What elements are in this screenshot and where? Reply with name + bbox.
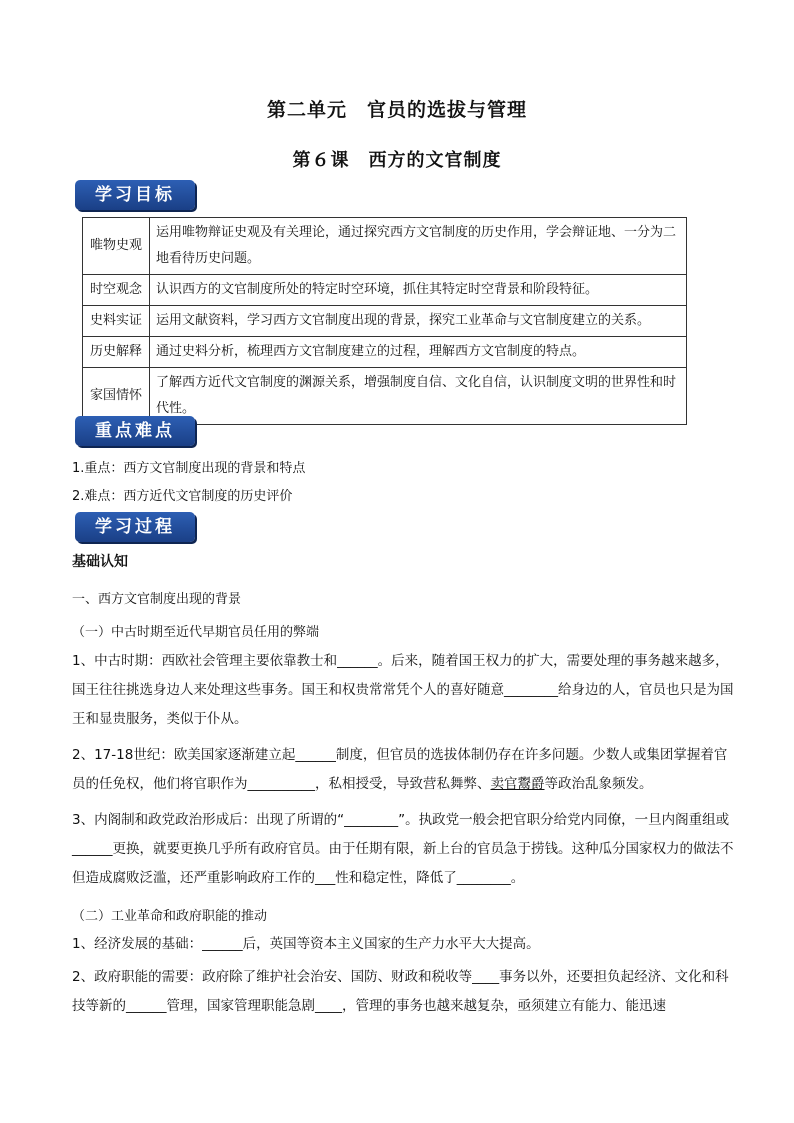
goal-text: 认识西方的文官制度所处的特定时空环境，抓住其特定时空背景和阶段特征。 [150, 275, 687, 306]
table-row [83, 218, 687, 275]
fill-blank[interactable]: ______ [202, 936, 243, 952]
fill-blank[interactable]: ____ [315, 998, 342, 1014]
goal-key: 历史解释 [83, 337, 150, 368]
fill-blank[interactable]: ______ [295, 747, 336, 763]
learning-goals-banner: 学习目标 [75, 180, 195, 210]
goal-text: 了解西方近代文官制度的渊源关系，增强制度自信、文化自信，认识制度文明的世界性和时代性。 [150, 368, 687, 425]
underlined-term: 卖官鬻爵 [490, 776, 545, 792]
paragraph-1: 1、中古时期：西欧社会管理主要依靠教士和______。后来，随着国王权力的扩大，需要处理的事务越来越多，国王往往挑选身边人来处理这些事务。国王和权贵常常凭个人的喜好随意________给身边的人，官员也只是为国王和显贵服务，类似于仆从。 [72, 653, 734, 727]
table-row [83, 337, 687, 368]
goal-text: 运用文献资料，学习西方文官制度出现的背景，探究工业革命与文官制度建立的关系。 [150, 306, 687, 337]
learning-goals-table [82, 217, 687, 425]
paragraph-3: 3、内阁制和政党政治形成后：出现了所谓的“________”。执政党一般会把官职分给党内同僚，一旦内阁重组或______更换，就要更换几乎所有政府官员。由于任期有限，新上台的官员急于捞钱。这种瓜分国家权力的做法不但造成腐败泛滥，还严重影响政府工作的___性和稳定性，降低了________。 [72, 812, 734, 886]
fill-blank[interactable]: ________ [504, 682, 558, 698]
goal-key: 家国情怀 [83, 368, 150, 425]
lesson-title: 第６课 西方的文官制度 [292, 150, 502, 171]
goal-key: 史料实证 [83, 306, 150, 337]
fill-blank[interactable]: ______ [72, 841, 113, 857]
table-row [83, 306, 687, 337]
fill-blank[interactable]: ___ [315, 870, 336, 886]
unit-title: 第二单元 官员的选拔与管理 [266, 99, 527, 121]
subsection-title: （一）中古时期至近代早期官员任用的弊端 [72, 625, 320, 640]
paragraph-5: 2、政府职能的需要：政府除了维护社会治安、国防、财政和税收等____事务以外，还要担负起经济、文化和科技等新的______管理，国家管理职能急剧____，管理的事务也越来越复杂，亟须建立有能力、能迅速 [72, 969, 729, 1014]
paragraph-4: 1、经济发展的基础：______后，英国等资本主义国家的生产力水平大大提高。 [72, 936, 540, 952]
goal-key: 时空观念 [83, 275, 150, 306]
fill-blank[interactable]: ________ [456, 870, 511, 886]
basic-heading: 基础认知 [72, 554, 128, 570]
fill-blank[interactable]: ______ [337, 653, 378, 669]
difficult-point: 2.难点：西方近代文官制度的历史评价 [72, 489, 293, 504]
paragraph-2: 2、17-18世纪：欧美国家逐渐建立起______制度，但官员的选拔体制仍存在许多问题。少数人或集团掌握着官员的任免权，他们将官职作为__________，私相授受，导致营私舞弊、卖官鬻爵等政治乱象频发。 [72, 747, 728, 792]
section-title: 一、西方文官制度出现的背景 [72, 592, 242, 607]
fill-blank[interactable]: ______ [126, 998, 167, 1014]
goal-key: 唯物史观 [83, 218, 150, 275]
subsection-title: （二）工业革命和政府职能的推动 [72, 909, 268, 924]
key-point: 1.重点：西方文官制度出现的背景和特点 [72, 461, 306, 476]
learning-process-banner: 学习过程 [75, 512, 195, 542]
fill-blank[interactable]: __________ [247, 776, 315, 792]
table-row [83, 275, 687, 306]
goal-text: 通过史料分析，梳理西方文官制度建立的过程，理解西方文官制度的特点。 [150, 337, 687, 368]
goal-text: 运用唯物辩证史观及有关理论，通过探究西方文官制度的历史作用，学会辩证地、一分为二地看待历史问题。 [150, 218, 687, 275]
key-points-banner: 重点难点 [75, 416, 195, 446]
fill-blank[interactable]: ________ [344, 812, 399, 828]
fill-blank[interactable]: ____ [472, 969, 500, 985]
